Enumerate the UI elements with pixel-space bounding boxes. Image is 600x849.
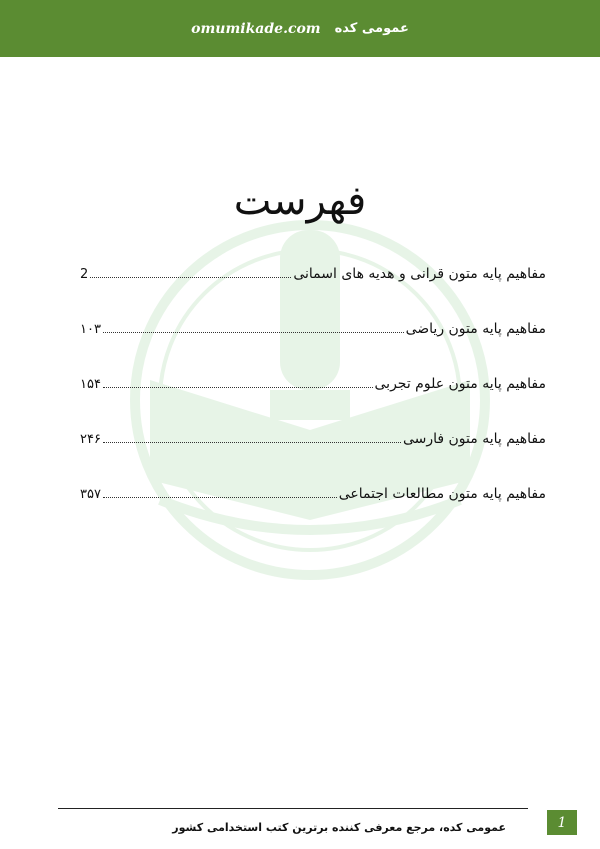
- toc-entry[interactable]: [80, 372, 546, 392]
- toc-entry-title: مفاهیم پایه متون مطالعات اجتماعی: [338, 486, 546, 502]
- footer-tagline: عمومی کده، مرجع معرفی کننده برترین کتب استخدامی کشور: [172, 821, 506, 834]
- toc-entry[interactable]: [80, 427, 546, 447]
- toc-entry-page: 2: [80, 267, 89, 282]
- brand-name: عمومی کده: [334, 21, 409, 36]
- site-url: omumikade.com: [191, 20, 321, 37]
- toc-entry-title: مفاهیم پایه متون فارسی: [402, 431, 546, 447]
- toc-entry[interactable]: [80, 317, 546, 337]
- toc-entry-page: ۲۴۶: [80, 432, 101, 447]
- toc-entry-page: ۱۰۳: [80, 322, 101, 337]
- page-number: 1: [547, 810, 577, 835]
- toc-entry[interactable]: [80, 482, 546, 502]
- footer-divider: [58, 808, 528, 809]
- toc-entry-title: مفاهیم پایه متون ریاضی: [405, 321, 546, 337]
- toc-entry[interactable]: [80, 262, 546, 282]
- table-of-contents: [80, 262, 546, 537]
- page-header: [0, 0, 600, 57]
- toc-leader-dots: [90, 276, 291, 278]
- toc-leader-dots: [103, 496, 337, 498]
- toc-leader-dots: [103, 331, 404, 333]
- toc-leader-dots: [103, 441, 401, 443]
- toc-leader-dots: [103, 386, 373, 388]
- toc-entry-title: مفاهیم پایه متون قرانی و هدیه های اسمانی: [293, 266, 546, 282]
- toc-entry-page: ۳۵۷: [80, 487, 101, 502]
- toc-entry-page: ۱۵۴: [80, 377, 101, 392]
- page-title: فهرست: [233, 178, 367, 224]
- toc-entry-title: مفاهیم پایه متون علوم تجربی: [374, 376, 546, 392]
